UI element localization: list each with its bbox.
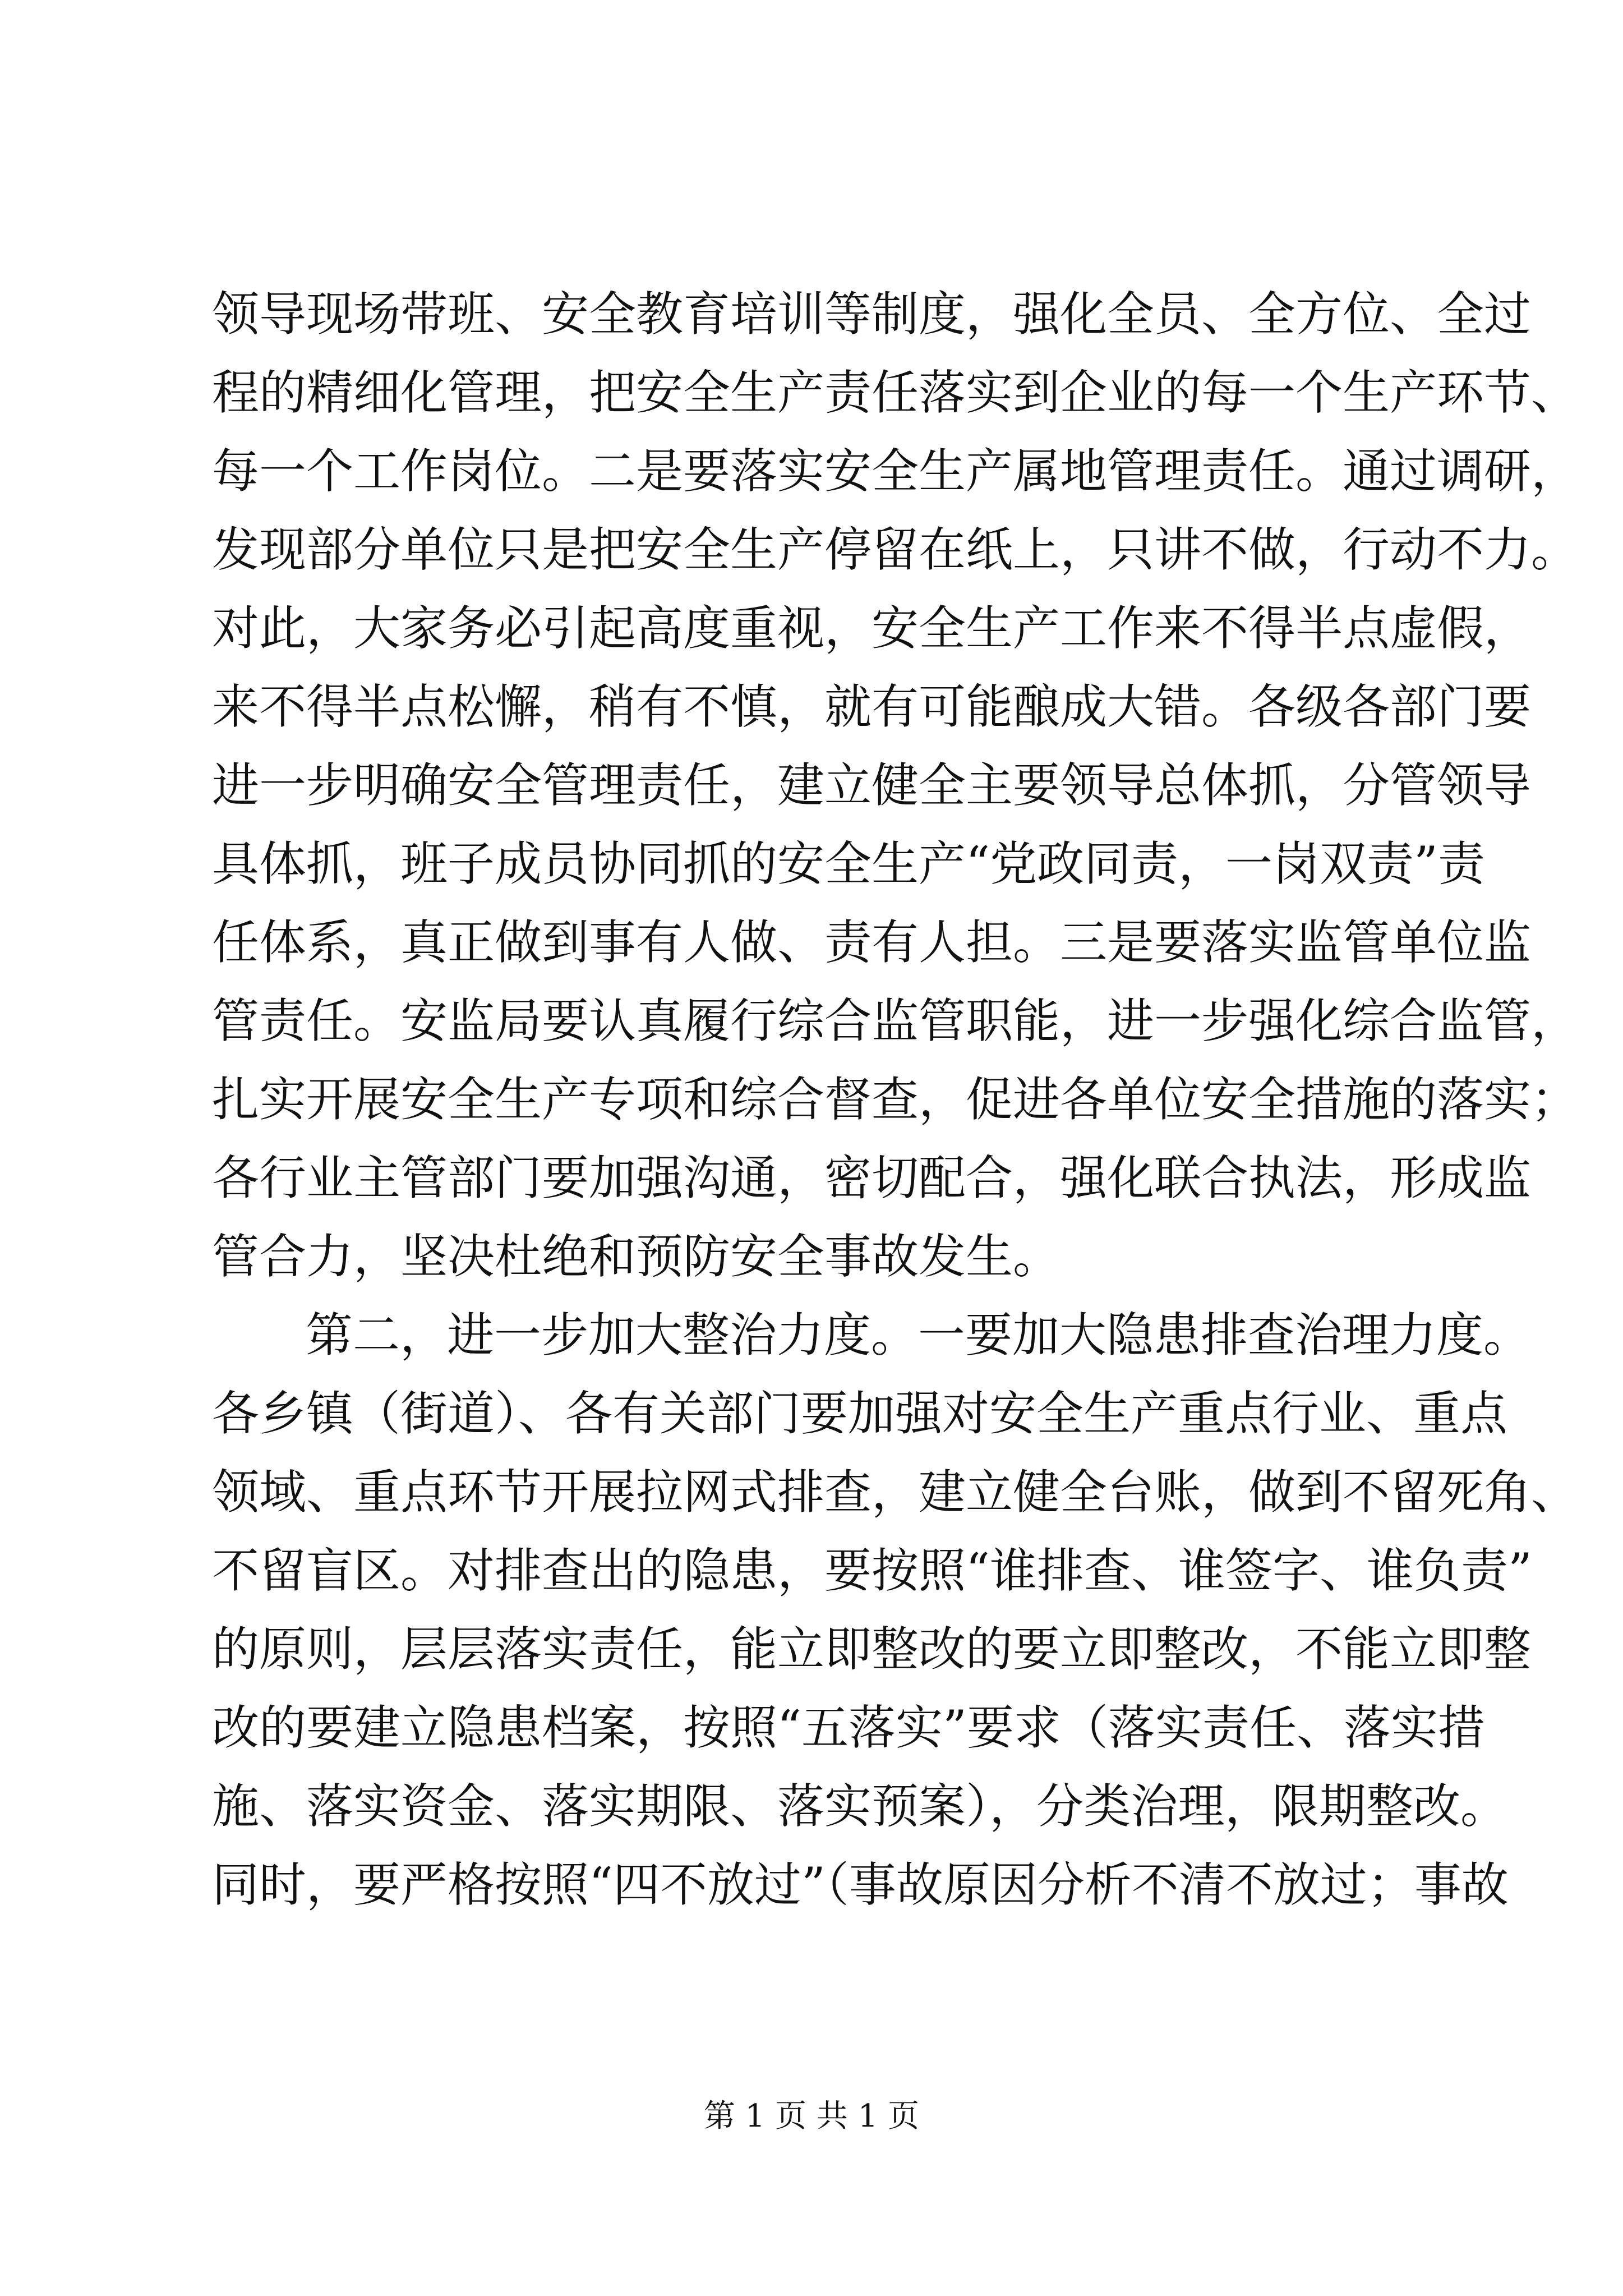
text-line-7: 进一步明确安全管理责任，建立健全主要领导总体抓，分管领导 (212, 758, 1532, 813)
text-line-5: 对此，大家务必引起高度重视，安全生产工作来不得半点虚假， (212, 601, 1532, 656)
text-line-13: 管合力，坚决杜绝和预防安全事故发生。 (212, 1229, 1061, 1284)
text-line-2: 程的精细化管理，把安全生产责任落实到企业的每一个生产环节、 (212, 365, 1579, 420)
text-line-11: 扎实开展安全生产专项和综合督查，促进各单位安全措施的落实； (212, 1072, 1579, 1127)
text-line-1: 领导现场带班、安全教育培训等制度，强化全员、全方位、全过 (212, 287, 1532, 342)
page-number-footer: 第 1 页 共 1 页 (703, 2098, 920, 2134)
text-line-21: 同时，要严格按照“四不放过”（事故原因分析不清不放过；事故 (212, 1857, 1509, 1912)
text-line-17: 不留盲区。对排查出的隐患，要按照“谁排查、谁签字、谁负责” (212, 1543, 1532, 1598)
text-line-16: 领域、重点环节开展拉网式排查，建立健全台账，做到不留死角、 (212, 1465, 1579, 1520)
text-line-8: 具体抓，班子成员协同抓的安全生产“党政同责，一岗双责”责 (212, 836, 1485, 891)
text-line-12: 各行业主管部门要加强沟通，密切配合，强化联合执法，形成监 (212, 1151, 1532, 1205)
text-line-19: 改的要建立隐患档案，按照“五落实”要求（落实责任、落实措 (212, 1700, 1485, 1755)
text-line-6: 来不得半点松懈，稍有不慎，就有可能酿成大错。各级各部门要 (212, 679, 1532, 734)
text-line-9: 任体系，真正做到事有人做、责有人担。三是要落实监管单位监 (212, 915, 1532, 970)
paragraph-start-line: 第二，进一步加大整治力度。一要加大隐患排查治理力度。 (306, 1308, 1531, 1363)
text-line-4: 发现部分单位只是把安全生产停留在纸上，只讲不做，行动不力。 (212, 522, 1579, 577)
text-line-18: 的原则，层层落实责任，能立即整改的要立即整改，不能立即整 (212, 1622, 1532, 1677)
text-line-10: 管责任。安监局要认真履行综合监管职能，进一步强化综合监管， (212, 993, 1579, 1048)
text-line-20: 施、落实资金、落实期限、落实预案），分类治理，限期整改。 (212, 1779, 1508, 1834)
text-line-15: 各乡镇（街道）、各有关部门要加强对安全生产重点行业、重点 (212, 1386, 1508, 1441)
text-line-3: 每一个工作岗位。二是要落实安全生产属地管理责任。通过调研， (212, 444, 1579, 499)
